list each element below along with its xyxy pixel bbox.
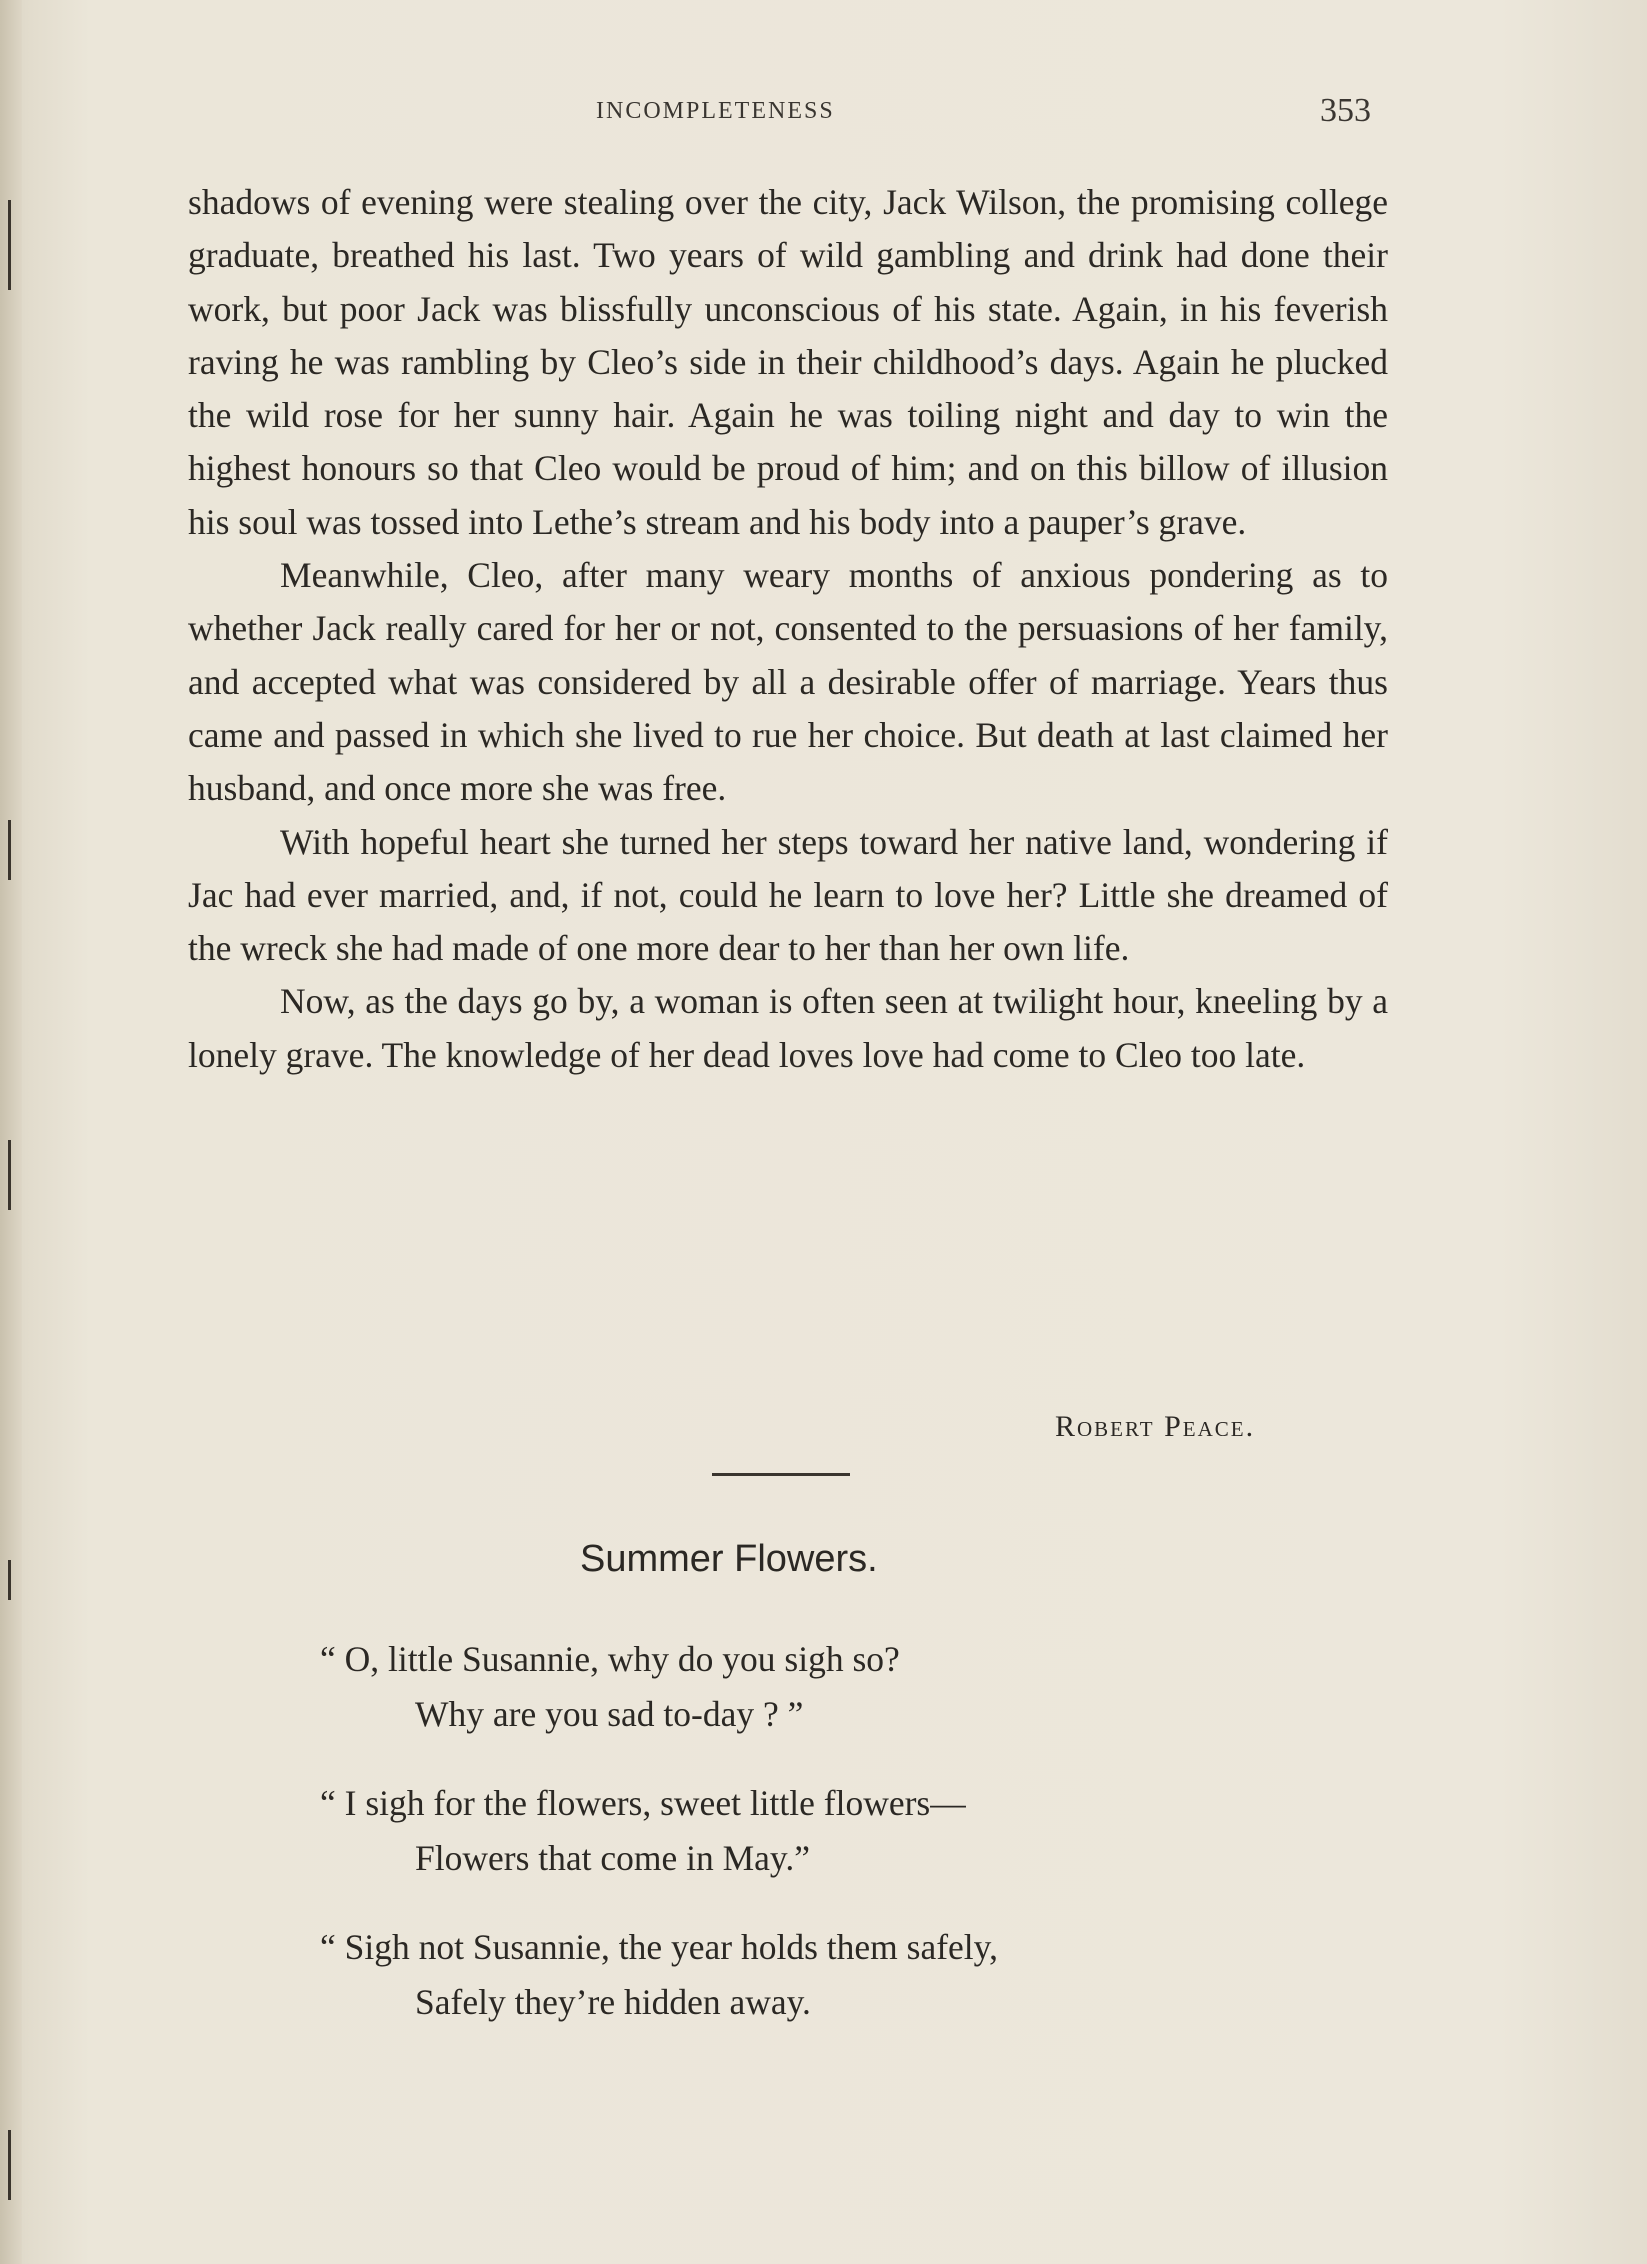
paragraph: Now, as the days go by, a woman is often seen at twilight hour, kneeling by a lonely grave. The knowledge of her dead loves love had come to Cleo too late. bbox=[188, 981, 1388, 1075]
poem-stanza bbox=[320, 1632, 900, 1742]
running-title: INCOMPLETENESS bbox=[596, 98, 835, 124]
page-number: 353 bbox=[1320, 92, 1371, 129]
author-signature: Robert Peace. bbox=[1055, 1410, 1256, 1443]
gutter-mark bbox=[8, 820, 11, 880]
gutter-mark bbox=[8, 1560, 11, 1600]
poem-stanza bbox=[320, 1920, 998, 2030]
poem-stanza bbox=[320, 1776, 966, 1886]
poem-line: “ O, little Susannie, why do you sigh so? bbox=[320, 1639, 900, 1679]
gutter-mark bbox=[8, 200, 11, 290]
section-divider bbox=[712, 1473, 850, 1476]
poem-line: Safely they’re hidden away. bbox=[415, 1982, 811, 2022]
poem-line: Why are you sad to-day ? ” bbox=[415, 1694, 804, 1734]
binding-gutter bbox=[0, 0, 22, 2264]
paragraph: With hopeful heart she turned her steps toward her native land, wondering if Jac had ever married, and, if not, could he learn to love her? Little she dreamed of the wreck she had made of one more dear to her than her own life. bbox=[188, 821, 1388, 969]
paragraph: shadows of evening were stealing over the city, Jack Wilson, the promising college graduate, breathed his last. Two years of wild gambling and drink had done their work, but poor Jack was blissfully unconscious of his state. Again, in his feverish raving he was rambling by Cleo’s side in their childhood’s days. Again he plucked the wild rose for her sunny hair. Again he was toiling night and day to win the highest honours so that Cleo would be proud of him; and on this billow of illusion his soul was tossed into Lethe’s stream and his body into a pauper’s grave. bbox=[188, 182, 1388, 542]
gutter-mark bbox=[8, 1140, 11, 1210]
poem-line: Flowers that come in May.” bbox=[415, 1838, 811, 1878]
story-text bbox=[188, 176, 1388, 1082]
poem-title: Summer Flowers. bbox=[580, 1538, 878, 1580]
paragraph: Meanwhile, Cleo, after many weary months of anxious pondering as to whether Jack really cared for her or not, consented to the persuasions of her family, and accepted what was considered by all a desirable offer of marriage. Years thus came and passed in which she lived to rue her choice. But death at last claimed her husband, and once more she was free. bbox=[188, 555, 1388, 809]
poem-line: “ Sigh not Susannie, the year holds them safely, bbox=[320, 1927, 998, 1967]
poem-line: “ I sigh for the flowers, sweet little flowers— bbox=[320, 1783, 966, 1823]
gutter-mark bbox=[8, 2130, 11, 2200]
